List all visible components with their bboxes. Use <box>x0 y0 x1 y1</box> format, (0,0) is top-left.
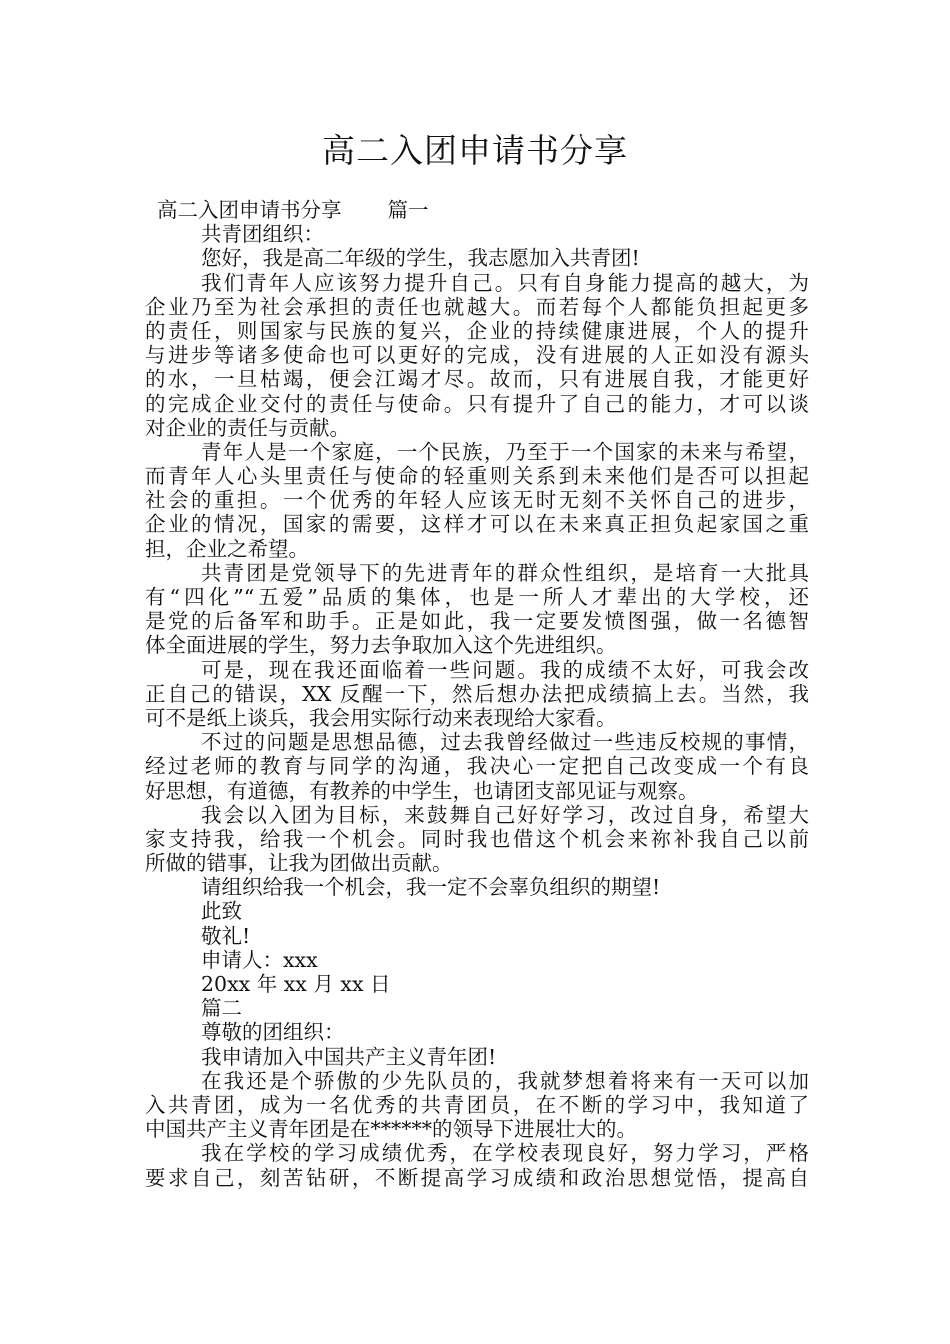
section-label: 篇二 <box>201 996 242 1021</box>
text-line: 对企业的责任与贡献。 <box>145 415 350 440</box>
text-line: 20xx 年 xx 月 xx 日 <box>201 972 391 996</box>
text-line: 您好，我是高二年级的学生，我志愿加入共青团! <box>201 246 640 271</box>
text-line: 青年人是一个家庭，一个民族，乃至于一个国家的未来与希望， <box>201 439 809 464</box>
text-line: 申请人：xxx <box>201 947 318 972</box>
text-line: 是党的后备军和助手。正是如此，我一定要发愤图强，做一名德智 <box>145 609 809 634</box>
text-line: 经过老师的教育与同学的沟通，我决心一定把自己改变成一个有良 <box>145 754 809 779</box>
text-line: 有“四化”“五爱”品质的集体，也是一所人才辈出的大学校，还 <box>145 585 809 609</box>
text-line: 中国共产主义青年团是在******的领导下进展壮大的。 <box>145 1117 637 1142</box>
text-line: 企业的情况，国家的需要，这样才可以在未来真正担负起家国之重 <box>145 512 809 537</box>
page-title: 高二入团申请书分享 <box>322 131 628 170</box>
text-line: 好思想，有道德，有教养的中学生，也请团支部见证与观察。 <box>145 778 699 803</box>
text-line: 的水，一旦枯竭，便会江竭才尽。故而，只有进展自我，才能更好 <box>145 367 809 392</box>
text-line: 社会的重担。一个优秀的年轻人应该无时无刻不关怀自己的进步， <box>145 488 809 513</box>
text-line: 的责任，则国家与民族的复兴，企业的持续健康进展，个人的提升 <box>145 318 809 343</box>
text-line: 不过的问题是思想品德，过去我曾经做过一些违反校规的事情， <box>201 730 809 755</box>
text-line: 入共青团，成为一名优秀的共青团员，在不断的学习中，我知道了 <box>145 1092 809 1117</box>
text-line: 可不是纸上谈兵，我会用实际行动来表现给大家看。 <box>145 705 617 730</box>
text-line: 可是，现在我还面临着一些问题。我的成绩不太好，可我会改 <box>201 657 809 682</box>
text-line: 在我还是个骄傲的少先队员的，我就梦想着将来有一天可以加 <box>201 1068 809 1093</box>
section-heading-text: 高二入团申请书分享 <box>157 198 342 222</box>
text-line: 此致 <box>201 899 242 924</box>
text-line: 企业乃至为社会承担的责任也就越大。而若每个人都能负担起更多 <box>145 294 809 319</box>
text-line: 我们青年人应该努力提升自己。只有自身能力提高的越大，为 <box>201 270 809 295</box>
text-line: 我在学校的学习成绩优秀，在学校表现良好，努力学习，严格 <box>201 1141 809 1166</box>
text-line: 我会以入团为目标，来鼓舞自己好好学习，改过自身，希望大 <box>201 802 809 827</box>
text-line: 担，企业之希望。 <box>145 536 309 561</box>
text-line: 家支持我，给我一个机会。同时我也借这个机会来祢补我自己以前 <box>145 826 809 851</box>
text-line: 请组织给我一个机会，我一定不会辜负组织的期望! <box>201 875 661 900</box>
text-line: 共青团组织： <box>201 222 324 247</box>
text-line: 敬礼! <box>201 923 251 948</box>
text-line: 而青年人心头里责任与使命的轻重则关系到未来他们是否可以担起 <box>145 464 809 489</box>
text-line: 正自己的错误，XX 反醒一下，然后想办法把成绩搞上去。当然，我 <box>145 681 809 706</box>
text-line: 尊敬的团组织： <box>201 1020 345 1045</box>
document-body <box>145 198 809 1190</box>
text-line: 与进步等诸多使命也可以更好的完成，没有进展的人正如没有源头 <box>145 343 809 368</box>
section-heading <box>145 198 809 222</box>
text-line: 要求自己，刻苦钻研，不断提高学习成绩和政治思想觉悟，提高自 <box>145 1165 809 1190</box>
text-line: 我申请加入中国共产主义青年团! <box>201 1044 497 1069</box>
section-label: 篇一 <box>387 198 429 222</box>
text-line: 共青团是党领导下的先进青年的群众性组织，是培育一大批具 <box>201 560 809 585</box>
text-line: 所做的错事，让我为团做出贡献。 <box>145 851 453 876</box>
text-line: 体全面进展的学生，努力去争取加入这个先进组织。 <box>145 633 617 658</box>
text-line: 的完成企业交付的责任与使命。只有提升了自己的能力，才可以谈 <box>145 391 809 416</box>
